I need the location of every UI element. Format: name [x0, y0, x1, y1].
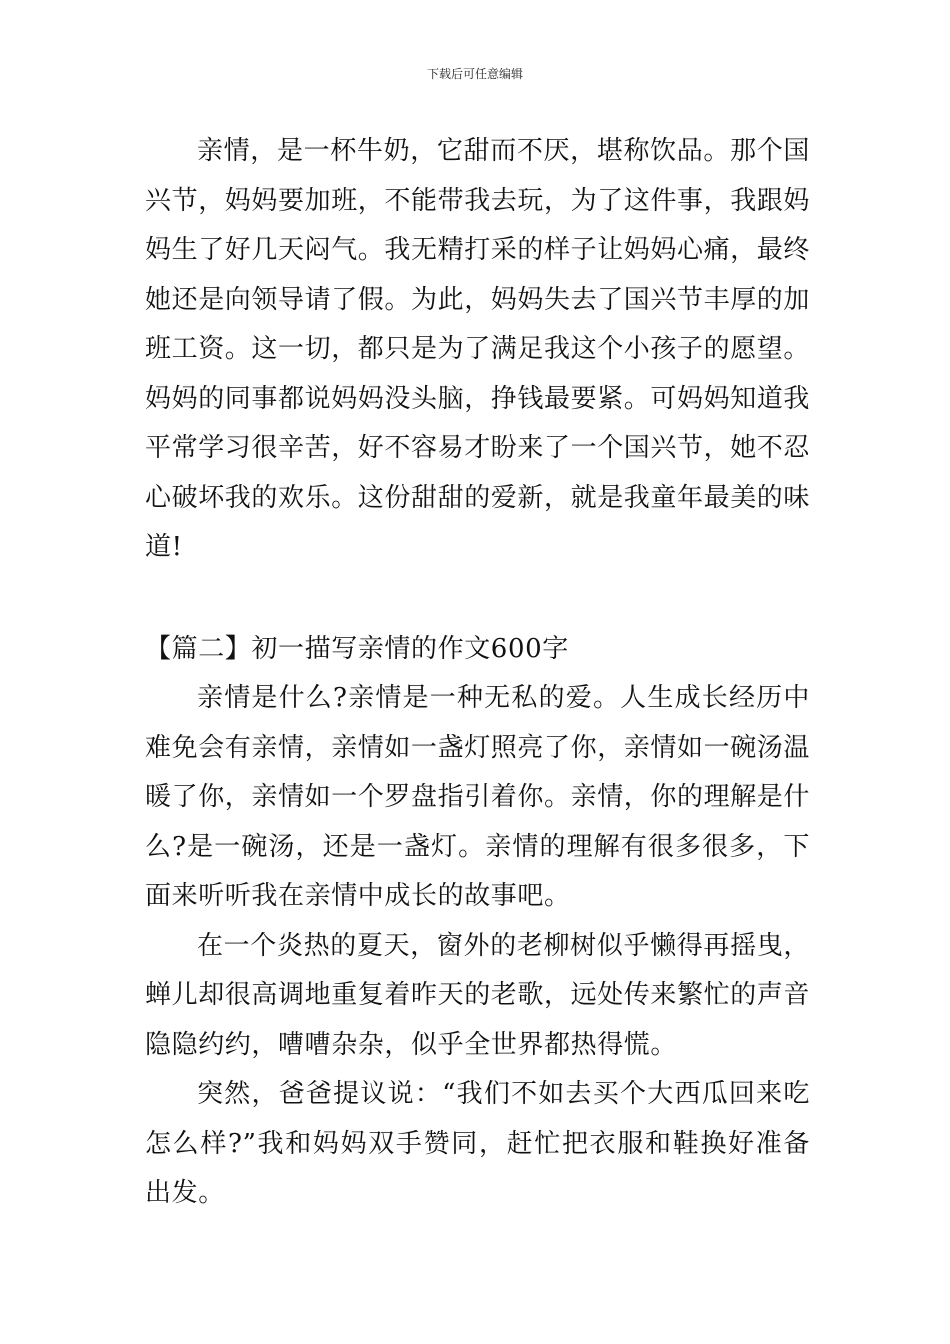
body-paragraph: 突然，爸爸提议说：“我们不如去买个大西瓜回来吃怎么样?”我和妈妈双手赞同，赶忙把衣服和鞋换好准备出发。 — [145, 1079, 810, 1208]
body-paragraph: 在一个炎热的夏天，窗外的老柳树似乎懒得再摇曳，蝉儿却很高调地重复着昨天的老歌，远处传来繁忙的声音隐隐约约，嘈嘈杂杂，似乎全世界都热得慌。 — [145, 930, 811, 1060]
body-paragraph: 亲情是什么?亲情是一种无私的爱。人生成长经历中难免会有亲情，亲情如一盏灯照亮了你，亲情如一碗汤温暖了你，亲情如一个罗盘指引着你。亲情，你的理解是什么?是一碗汤，还是一盏灯。亲情的理解有很多很多，下面来听听我在亲情中成长的故事吧。 — [145, 683, 811, 911]
page-header: 下载后可任意编辑 — [426, 67, 523, 81]
document-body — [145, 127, 810, 1219]
section-heading: 【篇二】初一描写亲情的作文600字 — [145, 633, 569, 664]
body-paragraph: 亲情，是一杯牛奶，它甜而不厌，堪称饮品。那个国兴节，妈妈要加班，不能带我去玩，为了这件事，我跟妈妈生了好几天闷气。我无精打采的样子让妈妈心痛，最终她还是向领导请了假。为此，妈妈失去了国兴节丰厚的加班工资。这一切，都只是为了满足我这个小孩子的愿望。妈妈的同事都说妈妈没头脑，挣钱最要紧。可妈妈知道我平常学习很辛苦，好不容易才盼来了一个国兴节，她不忍心破坏我的欢乐。这份甜甜的爱新，就是我童年最美的味道! — [145, 136, 811, 562]
